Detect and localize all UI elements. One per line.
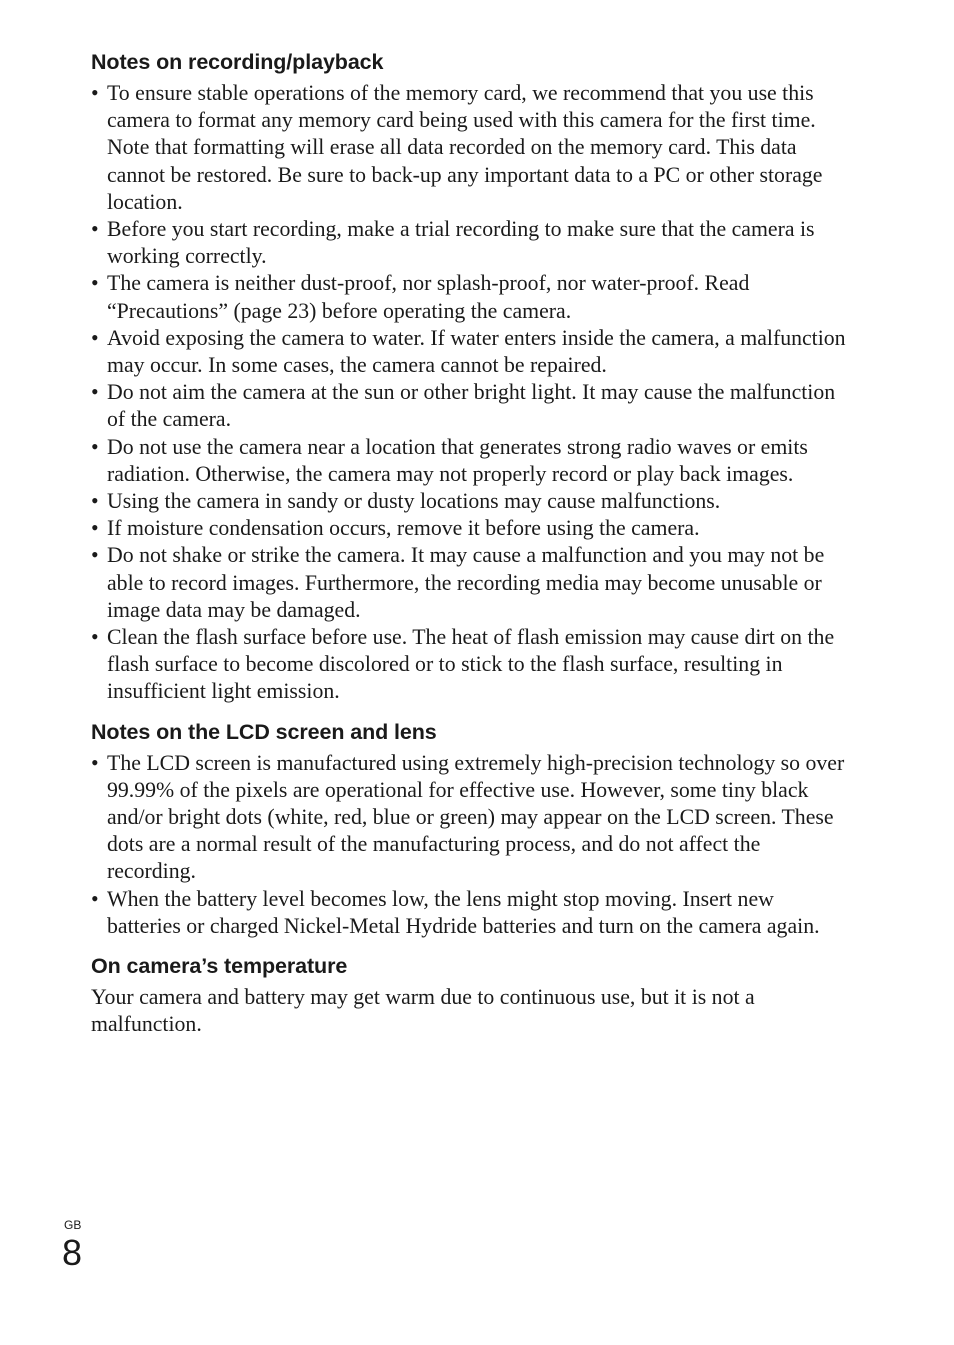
list-item: • When the battery level becomes low, the lens might stop moving. Insert new batteries or charged Nickel-Metal Hydride batteries and turn on the camera again. bbox=[91, 886, 851, 940]
list-item: • To ensure stable operations of the memory card, we recommend that you use this camera to format any memory card being used with this camera for the first time. Note that formatting will erase all data recorded on the memory card. This data cannot be restored. Be sure to back-up any important data to a PC or other storage location. bbox=[91, 80, 851, 216]
section-heading: On camera’s temperature bbox=[91, 954, 348, 979]
list-item: • If moisture condensation occurs, remove it before using the camera. bbox=[91, 515, 851, 542]
list-item: • Clean the flash surface before use. The heat of flash emission may cause dirt on the flash surface to become discolored or to stick to the flash surface, resulting in insufficient light emission. bbox=[91, 624, 851, 706]
section-heading: Notes on the LCD screen and lens bbox=[91, 719, 437, 744]
section-lcd-screen-lens bbox=[91, 718, 851, 940]
list-item: • Before you start recording, make a trial recording to make sure that the camera is working correctly. bbox=[91, 216, 851, 270]
section-paragraph: Your camera and battery may get warm due to continuous use, but it is not a malfunction. bbox=[91, 985, 755, 1037]
bullet-list bbox=[91, 750, 851, 940]
list-item: • Do not use the camera near a location that generates strong radio waves or emits radiation. Otherwise, the camera may not properly record or play back images. bbox=[91, 434, 851, 488]
list-item: • The camera is neither dust-proof, nor splash-proof, nor water-proof. Read “Precautions” (page 23) before operating the camera. bbox=[91, 270, 851, 324]
page-content bbox=[91, 48, 851, 1039]
page-number: 8 bbox=[62, 1232, 83, 1273]
list-item: • Avoid exposing the camera to water. If water enters inside the camera, a malfunction may occur. In some cases, the camera cannot be repaired. bbox=[91, 325, 851, 379]
region-code: GB bbox=[64, 1218, 82, 1232]
section-recording-playback bbox=[91, 48, 851, 706]
list-item: • The LCD screen is manufactured using extremely high-precision technology so over 99.99% of the pixels are operational for effective use. However, some tiny black and/or bright dots (white, red, blue or green) may appear on the LCD screen. These dots are a normal result of the manufacturing process, and do not affect the recording. bbox=[91, 750, 851, 886]
section-heading: Notes on recording/playback bbox=[91, 50, 384, 74]
list-item: • Do not shake or strike the camera. It may cause a malfunction and you may not be able to record images. Furthermore, the recording media may become unusable or image data may be damaged. bbox=[91, 542, 851, 624]
list-item: • Using the camera in sandy or dusty locations may cause malfunctions. bbox=[91, 488, 851, 515]
bullet-list bbox=[91, 80, 851, 706]
section-camera-temperature bbox=[91, 952, 851, 1038]
list-item: • Do not aim the camera at the sun or other bright light. It may cause the malfunction of the camera. bbox=[91, 379, 851, 433]
